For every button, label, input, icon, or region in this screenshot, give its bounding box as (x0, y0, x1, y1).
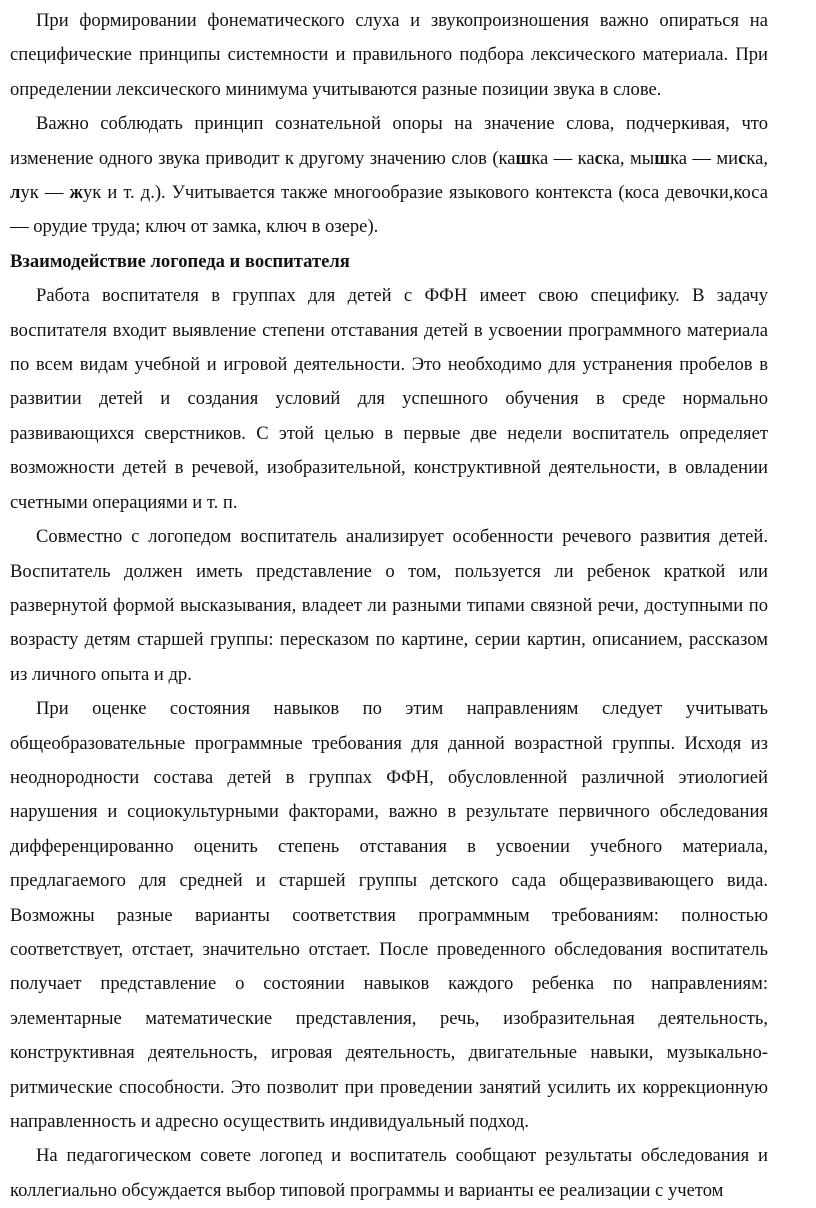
paragraph-speech-analysis: Совместно с логопедом воспитатель анализирует особенности речевого развития детей. Воспитатель должен иметь представление о том, пользуется ли ребенок краткой или развернутой формой высказывания, владеет ли разными типами связной речи, доступными по возрасту детям старшей группы: пересказом по картине, серии картин, описанием, рассказом из личного опыта и др. (10, 526, 768, 685)
text-run: ка — ка (531, 147, 595, 169)
text-run: ук и т. д.). Учитывается также многообразие языкового контекста (коса девочки,коса — орудие труда; ключ от замка, ключ в озере). (10, 182, 768, 238)
paragraph-phonemic-hearing: При формировании фонематического слуха и звукопроизношения важно опираться на специфические принципы системности и правильного подбора лексического материала. При определении лексического минимума учитываются разные позиции звука в слове. (10, 10, 768, 100)
text-run: ка — ми (669, 147, 739, 169)
section-heading: Взаимодействие логопеда и воспитателя (10, 250, 350, 272)
paragraph-skills-assessment: При оценке состояния навыков по этим направлениям следует учитывать общеобразовательные программные требования для данной возрастной группы. Исходя из неоднородности состава детей в группах ФФН, обусловленной различной этиологией нарушения и социокультурными факторами, важно в результате первичного обследования дифференцированно оценить степень отставания в усвоении учебного материала, предлагаемого для средней и старшей группы детского сада общеразвивающего вида. Возможны разные варианты соответствия программным требованиям: полностью соответствует, отстает, значительно отстает. После проведенного обследования воспитатель получает представление о состоянии навыков каждого ребенка по направлениям: элементарные математические представления, речь, изобразительная деятельность, конструктивная деятельность, игровая деятельность, двигательные навыки, музыкально- ритмические способности. Это позволит при проведении занятий усилить их коррекционную направленность и адресно осуществить индивидуальный подход. (10, 698, 768, 1132)
paragraph-word-meaning (10, 107, 768, 245)
paragraph-teacher-work: Работа воспитателя в группах для детей с ФФН имеет свою специфику. В задачу воспитателя входит выявление степени отставания детей в усвоении программного материала по всем видам учебной и игровой деятельности. Это необходимо для устранения пробелов в развитии детей и создания условий для успешного обучения в среде нормально развивающихся сверстников. С этой целью в первые две недели воспитатель определяет возможности детей в речевой, изобразительной, конструктивной деятельности, в овладении счетными операциями и т. п. (10, 285, 768, 513)
bold-letter: ш (515, 147, 532, 169)
paragraph-pedagogical-council: На педагогическом совете логопед и воспитатель сообщают результаты обследования и коллегиально обсуждается выбор типовой программы и варианты ее реализации с учетом (10, 1145, 768, 1201)
bold-letter: л (10, 182, 21, 204)
bold-letter: с (594, 147, 603, 169)
text-run: ук — (20, 182, 70, 204)
bold-letter: ш (654, 147, 670, 169)
bold-letter: ж (69, 182, 83, 204)
text-run: Важно соблюдать принцип сознательной опоры на значение слова, подчеркивая, что изменение одного звука приводит к другому значению слов (ка (10, 113, 768, 169)
bold-letter: с (738, 147, 747, 169)
text-run: ка, мы (602, 147, 655, 169)
text-run: ка, (746, 147, 768, 169)
